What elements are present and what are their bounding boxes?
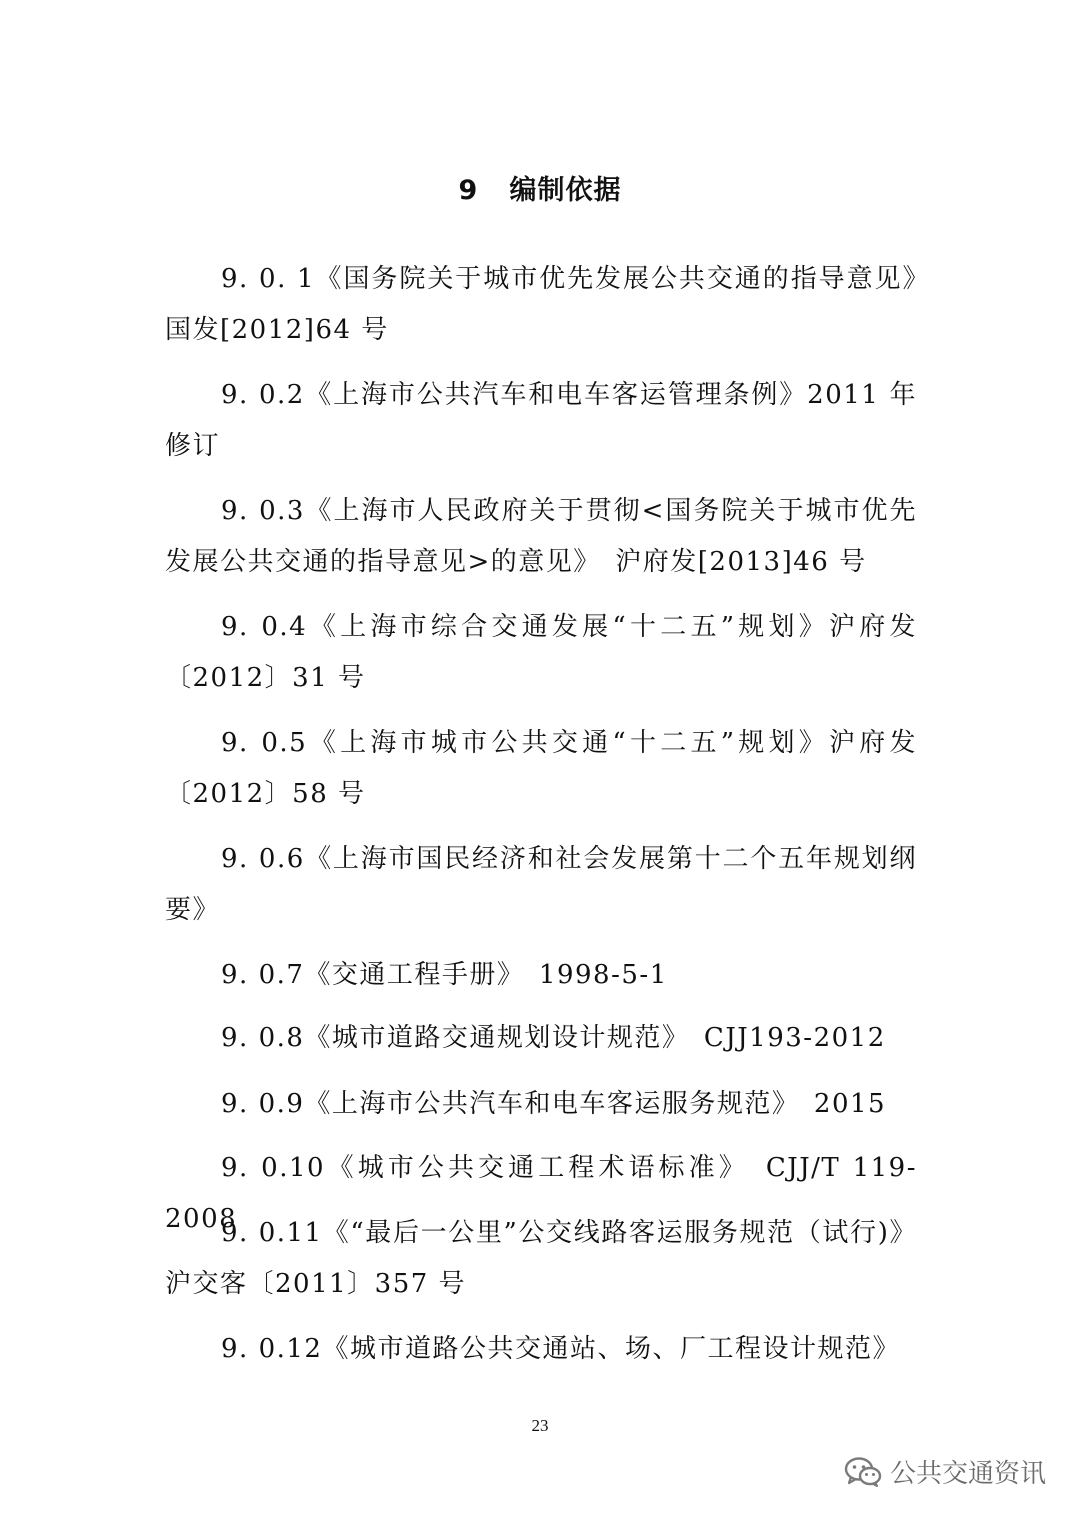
reference-entry-9-0-8: 9. 0.8《城市道路交通规划设计规范》 CJJ193-2012 bbox=[221, 1023, 886, 1053]
wechat-icon bbox=[844, 1457, 882, 1487]
reference-entry-9-0-12: 9. 0.12《城市道路公共交通站、场、厂工程设计规范》 bbox=[221, 1334, 900, 1364]
reference-entry-9-0-5: 9. 0.5《上海市城市公共交通“十二五”规划》沪府发〔2012〕58 号 bbox=[165, 728, 917, 809]
reference-entry-9-0-10: 9. 0.10《城市公共交通工程术语标准》 CJJ/T 119-2008 bbox=[165, 1153, 917, 1234]
section-heading: 9 编制依据 bbox=[458, 175, 622, 206]
watermark bbox=[844, 1453, 1046, 1490]
reference-entry-9-0-2: 9. 0.2《上海市公共汽车和电车客运管理条例》2011 年修订 bbox=[165, 380, 917, 461]
watermark-text: 公共交通资讯 bbox=[889, 1459, 1046, 1489]
reference-entry-9-0-4: 9. 0.4《上海市综合交通发展“十二五”规划》沪府发〔2012〕31 号 bbox=[165, 612, 917, 693]
reference-entry-9-0-7: 9. 0.7《交通工程手册》 1998-5-1 bbox=[221, 960, 668, 990]
page-number: 23 bbox=[531, 1416, 549, 1435]
reference-entry-9-0-6: 9. 0.6《上海市国民经济和社会发展第十二个五年规划纲要》 bbox=[165, 844, 917, 925]
reference-entry-9-0-3: 9. 0.3《上海市人民政府关于贯彻<国务院关于城市优先发展公共交通的指导意见>的意见》 沪府发[2013]46 号 bbox=[165, 496, 917, 577]
reference-entry-9-0-11: 9. 0.11《“最后一公里”公交线路客运服务规范（试行)》沪交客〔2011〕357 号 bbox=[165, 1218, 917, 1299]
reference-entry-9-0-9: 9. 0.9《上海市公共汽车和电车客运服务规范》 2015 bbox=[221, 1089, 887, 1119]
reference-entry-9-0-1: 9. 0. 1《国务院关于城市优先发展公共交通的指导意见》国发[2012]64 号 bbox=[165, 264, 917, 345]
